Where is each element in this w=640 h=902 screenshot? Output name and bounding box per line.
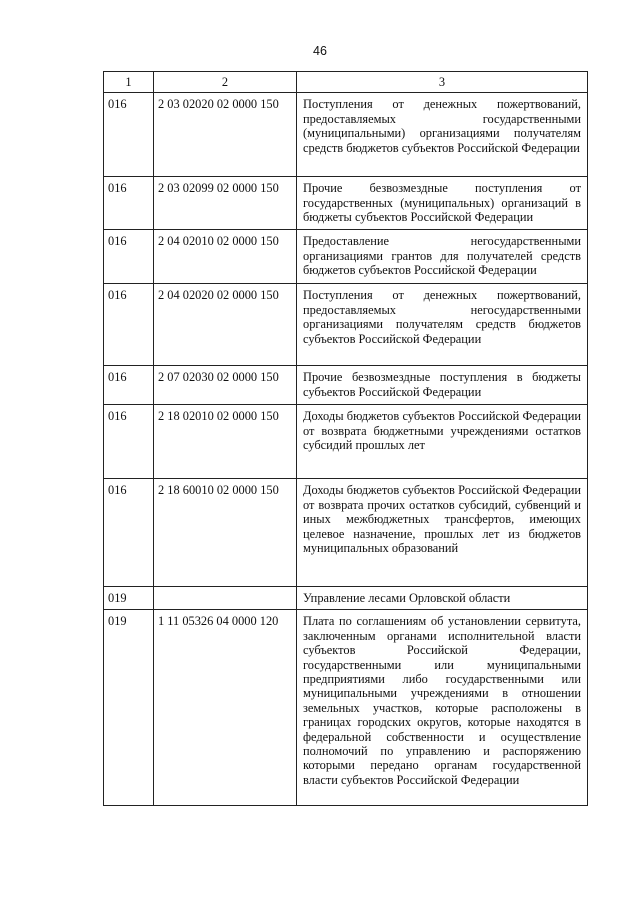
admin-code-cell: 016 [104,230,154,284]
description-cell: Предоставление негосударственными организациями грантов для получателей средств бюджетов субъектов Российской Федерации [297,230,588,284]
description-cell: Поступления от денежных пожертвований, предоставляемых негосударственными организациями получателям средств бюджетов субъектов Российской Федерации [297,284,588,366]
description-cell: Прочие безвозмездные поступления от государственных (муниципальных) организаций в бюджеты субъектов Российской Федерации [297,177,588,230]
revenue-code-cell: 2 03 02099 02 0000 150 [154,177,297,230]
revenue-code-cell: 2 18 02010 02 0000 150 [154,405,297,479]
table-row [104,366,588,405]
table-row [104,230,588,284]
table-header-row [104,72,588,93]
revenue-code-cell: 2 18 60010 02 0000 150 [154,479,297,587]
admin-code-cell: 016 [104,177,154,230]
column-header-3: 3 [297,72,588,93]
revenue-code-cell: 2 04 02010 02 0000 150 [154,230,297,284]
revenue-code-cell: 2 07 02030 02 0000 150 [154,366,297,405]
admin-code-cell: 016 [104,93,154,177]
table-row [104,284,588,366]
revenue-code-cell: 2 03 02020 02 0000 150 [154,93,297,177]
revenue-code-cell: 2 04 02020 02 0000 150 [154,284,297,366]
table-row [104,177,588,230]
table-row [104,479,588,587]
revenue-codes-table [103,71,588,806]
description-cell: Прочие безвозмездные поступления в бюджеты субъектов Российской Федерации [297,366,588,405]
table-row [104,610,588,806]
revenue-code-cell [154,587,297,610]
admin-code-cell: 016 [104,284,154,366]
description-cell: Доходы бюджетов субъектов Российской Федерации от возврата прочих остатков субсидий, субвенций и иных межбюджетных трансфертов, имеющих целевое назначение, прошлых лет из бюджетов муниципальных образований [297,479,588,587]
section-title-cell: Управление лесами Орловской области [297,587,588,610]
admin-code-cell: 019 [104,610,154,806]
table-row [104,587,588,610]
description-cell: Поступления от денежных пожертвований, предоставляемых государственными (муниципальными) организациями получателям средств бюджетов субъектов Российской Федерации [297,93,588,177]
table-row [104,405,588,479]
description-cell: Плата по соглашениям об установлении сервитута, заключенным органами исполнительной власти субъектов Российской Федерации, государственными или муниципальными предприятиями либо государственными или муниципальными учреждениями в отношении земельных участков, которые расположены в границах городских округов, которые находятся в федеральной собственности и осуществление полномочий по управлению и распоряжению которыми передано органам государственной власти субъектов Российской Федерации [297,610,588,806]
admin-code-cell: 019 [104,587,154,610]
admin-code-cell: 016 [104,366,154,405]
page-number: 46 [313,44,327,58]
table-row [104,93,588,177]
revenue-code-cell: 1 11 05326 04 0000 120 [154,610,297,806]
column-header-2: 2 [154,72,297,93]
column-header-1: 1 [104,72,154,93]
description-cell: Доходы бюджетов субъектов Российской Федерации от возврата бюджетными учреждениями остатков субсидий прошлых лет [297,405,588,479]
admin-code-cell: 016 [104,479,154,587]
admin-code-cell: 016 [104,405,154,479]
